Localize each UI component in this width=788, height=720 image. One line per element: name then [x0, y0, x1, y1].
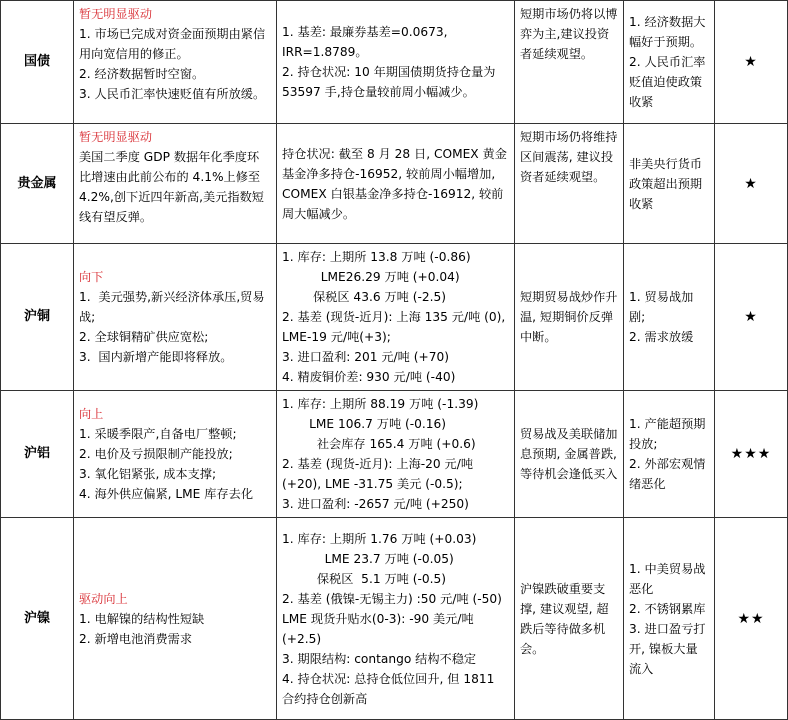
risk-cell — [624, 244, 715, 391]
driver-label: 驱动向上 — [79, 591, 128, 606]
data-item: 4. 精废铜价差: 930 元/吨 (-40) — [282, 370, 456, 384]
factor-item: 1. 美元强势,新兴经济体承压,贸易战; — [79, 290, 265, 324]
driver-label: 暂无明显驱动 — [79, 130, 153, 144]
risk-item: 非美央行货币政策超出预期收紧 — [629, 156, 703, 211]
risk-cell — [624, 518, 715, 720]
data-cell — [277, 1, 515, 124]
factor-item: 3. 人民币汇率快速贬值有所放缓。 — [79, 87, 266, 101]
table-row — [1, 1, 788, 124]
commodity-name: 沪镍 — [1, 518, 74, 720]
data-item: 2. 持仓状况: 10 年期国债期货持仓量为 53597 手,持仓量较前周小幅减少。 — [282, 65, 500, 99]
commodity-name: 国债 — [1, 1, 74, 124]
data-item: LME 现货升贴水(0-3): -90 美元/吨 (+2.5) — [282, 611, 478, 646]
factor-item: 3. 国内新增产能即将释放。 — [79, 350, 233, 364]
strategy-cell: 短期市场仍将维持区间震荡, 建议投资者延续观望。 — [515, 124, 624, 244]
table-row — [1, 391, 788, 518]
driver-label: 向上 — [79, 407, 104, 421]
risk-cell — [624, 1, 715, 124]
driver-factors-cell — [74, 391, 277, 518]
factor-item: 2. 全球铜精矿供应宽松; — [79, 330, 209, 344]
data-cell — [277, 244, 515, 391]
commodity-name: 沪铜 — [1, 244, 74, 391]
commodity-name: 贵金属 — [1, 124, 74, 244]
driver-factors-cell — [74, 1, 277, 124]
data-item: 1. 基差: 最廉券基差=0.0673, IRR=1.8789。 — [282, 25, 452, 59]
risk-cell — [624, 391, 715, 518]
factor-item: 4. 海外供应偏紧, LME 库存去化 — [79, 487, 254, 501]
driver-factors-cell — [74, 124, 277, 244]
data-cell — [277, 518, 515, 720]
data-item: LME 23.7 万吨 (-0.05) — [282, 551, 454, 566]
factor-item: 2. 经济数据暂时空窗。 — [79, 67, 205, 81]
data-item: 3. 进口盈利: -2657 元/吨 (+250) — [282, 497, 469, 511]
data-cell — [277, 124, 515, 244]
risk-item: 1. 中美贸易战恶化 — [629, 561, 706, 596]
data-item: 2. 基差 (俄镍-无锡主力) :50 元/吨 (-50) — [282, 591, 502, 606]
factor-item: 1. 采暖季限产,自备电厂整顿; — [79, 427, 237, 441]
data-item: 保税区 5.1 万吨 (-0.5) — [282, 571, 446, 586]
rating-stars: ★ — [715, 244, 788, 391]
driver-label: 暂无明显驱动 — [79, 7, 153, 21]
strategy-cell: 短期市场仍将以博弈为主,建议投资者延续观望。 — [515, 1, 624, 124]
strategy-cell: 沪镍跌破重要支撑, 建议观望, 超跌后等待做多机会。 — [515, 518, 624, 720]
driver-label: 向下 — [79, 270, 104, 284]
factor-item: 1. 市场已完成对资金面预期由紧信用向宽信用的修正。 — [79, 27, 266, 61]
data-item: 3. 期限结构: contango 结构不稳定 — [282, 651, 477, 666]
risk-item: 2. 需求放缓 — [629, 330, 694, 344]
rating-stars: ★ — [715, 124, 788, 244]
strategy-cell: 短期贸易战炒作升温, 短期铜价反弹中断。 — [515, 244, 624, 391]
data-item: 1. 库存: 上期所 13.8 万吨 (-0.86) — [282, 250, 471, 264]
driver-factors-cell — [74, 244, 277, 391]
risk-item: 1. 贸易战加剧; — [629, 290, 694, 324]
risk-item: 3. 进口盈亏打开, 镍板大量流入 — [629, 621, 706, 676]
data-item: 3. 进口盈利: 201 元/吨 (+70) — [282, 350, 449, 364]
data-item: 4. 持仓状况: 总持仓低位回升, 但 1811 合约持仓创新高 — [282, 671, 499, 706]
table-row — [1, 124, 788, 244]
data-item: 1. 库存: 上期所 88.19 万吨 (-1.39) — [282, 397, 479, 411]
data-item: 2. 基差 (现货-近月): 上海 135 元/吨 (0), LME-19 元/吨(+3); — [282, 310, 510, 344]
risk-item: 1. 产能超预期投放; — [629, 417, 706, 451]
table-row — [1, 244, 788, 391]
table-row — [1, 518, 788, 720]
risk-item: 1. 经济数据大幅好于预期。 — [629, 15, 706, 49]
strategy-cell: 贸易战及美联储加息预期, 金属普跌, 等待机会逢低买入 — [515, 391, 624, 518]
rating-stars: ★★ — [715, 518, 788, 720]
data-item: LME26.29 万吨 (+0.04) — [282, 270, 460, 284]
risk-item: 2. 人民币汇率贬值迫使政策收紧 — [629, 55, 706, 109]
factor-item: 1. 电解镍的结构性短缺 — [79, 611, 205, 626]
factor-item: 2. 电价及亏损限制产能投放; — [79, 447, 233, 461]
factor-item: 2. 新增电池消费需求 — [79, 631, 193, 646]
factor-item: 3. 氧化铝紧张, 成本支撑; — [79, 467, 217, 481]
data-item: 1. 库存: 上期所 1.76 万吨 (+0.03) — [282, 531, 477, 546]
data-item: 保税区 43.6 万吨 (-2.5) — [282, 290, 446, 304]
data-item: 2. 基差 (现货-近月): 上海-20 元/吨 (+20), LME -31.75 美元 (-0.5); — [282, 457, 477, 491]
risk-item: 2. 不锈钢累库 — [629, 601, 706, 616]
data-cell — [277, 391, 515, 518]
data-item: LME 106.7 万吨 (-0.16) — [282, 417, 447, 431]
commodity-name: 沪铝 — [1, 391, 74, 518]
data-item: 持仓状况: 截至 8 月 28 日, COMEX 黄金基金净多持仓-16952, 较前周小幅增加, COMEX 白银基金净多持仓-16912, 较前周大幅减少。 — [282, 146, 507, 221]
rating-stars: ★ — [715, 1, 788, 124]
risk-item: 2. 外部宏观情绪恶化 — [629, 457, 706, 491]
factor-item: 美国二季度 GDP 数据年化季度环比增速由此前公布的 4.1%上修至 4.2%,创下近四年新高,美元指数短线有望反弹。 — [79, 150, 264, 224]
rating-stars: ★★★ — [715, 391, 788, 518]
data-item: 社会库存 165.4 万吨 (+0.6) — [282, 437, 476, 451]
driver-factors-cell — [74, 518, 277, 720]
risk-cell — [624, 124, 715, 244]
